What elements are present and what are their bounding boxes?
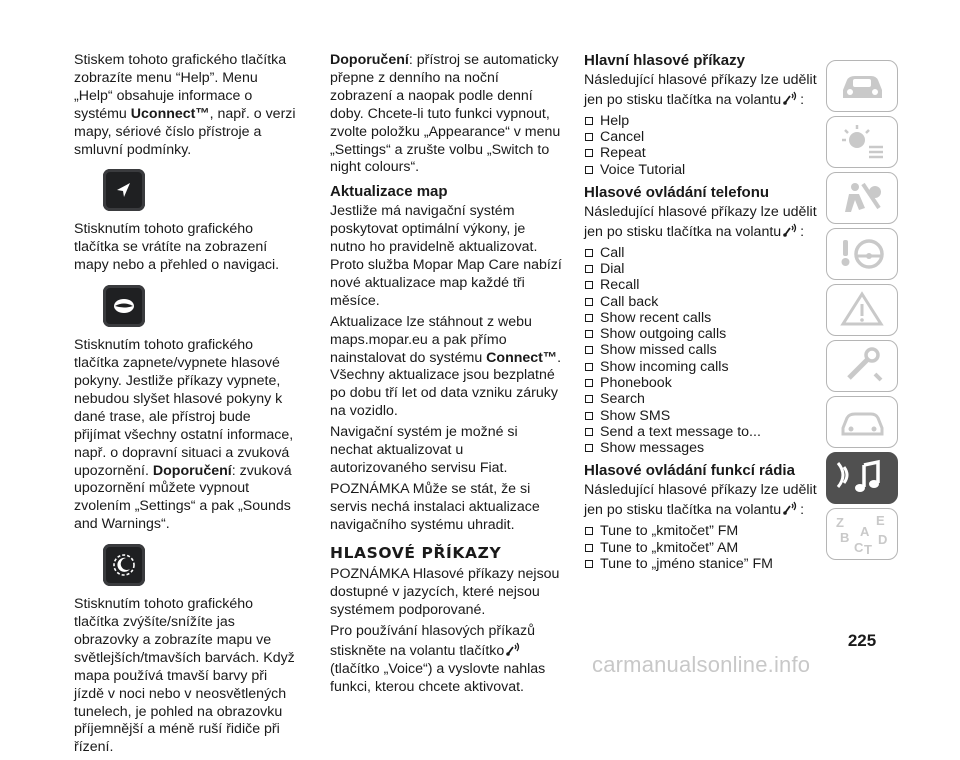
map-paragraph: Stisknutím tohoto grafického tlačítka se vrátíte na zobrazení mapy nebo a přehled o navigaci. [74, 221, 280, 274]
list-item: Tune to „kmitočet” FM [584, 523, 820, 539]
heading-voice-commands: HLASOVÉ PŘÍKAZY [330, 543, 502, 562]
car-data-icon [835, 402, 889, 442]
navigation-arrow-icon [103, 169, 145, 211]
tab-lights[interactable] [826, 116, 898, 168]
list-item: Recall [584, 277, 820, 293]
heading-map-updates: Aktualizace map [330, 183, 448, 201]
update-paragraph-3: Navigační systém je možné si nechat aktualizovat u autorizovaného servisu Fiat. [330, 424, 518, 476]
main-commands-list [584, 113, 820, 178]
brightness-paragraph: Stisknutím tohoto grafického tlačítka zvýšíte/snížíte jas obrazovky a zobrazíte mapu ve světlejších/tmavších barvách. Když mapa používá tmavší barvy při jízdě v noci nebo v neosvětlených tunelech, je pohled na obrazovku příjemnější a méně ruší řidiče při řízení. [74, 596, 295, 756]
tab-emergency[interactable] [826, 284, 898, 336]
mouth-voice-icon [103, 285, 145, 327]
heading-radio-commands: Hlasové ovládání funkcí rádia [584, 462, 795, 480]
watermark: carmanualsonline.info [592, 652, 811, 677]
column-right [584, 52, 820, 576]
list-item: Show messages [584, 440, 820, 456]
column-middle [330, 52, 562, 700]
list-item: Search [584, 391, 820, 407]
update-paragraph-1: Jestliže má navigační systém poskytovat optimální výkony, je nutno ho pravidelně aktualizovat. Proto služba Mopar Map Care nabízí nové aktualizace map každé tři měsíce. [330, 203, 562, 309]
list-item: Help [584, 113, 820, 129]
wrench-icon [835, 346, 889, 386]
steering-icon [835, 234, 889, 274]
list-item: Show recent calls [584, 310, 820, 326]
index-icon [832, 512, 892, 556]
voice-button-icon [782, 90, 799, 107]
main-commands-intro: Následující hlasové příkazy lze udělit jen po stisku tlačítka na volantu : [584, 71, 817, 108]
list-item: Show incoming calls [584, 359, 820, 375]
list-item: Tune to „jméno stanice” FM [584, 556, 820, 572]
voice-note-paragraph: POZNÁMKA Hlasové příkazy nejsou dostupné v jazycích, které nejsou systémem podporované. [330, 566, 560, 619]
airbag-icon [835, 178, 889, 218]
list-item: Call back [584, 294, 820, 310]
tab-safety[interactable] [826, 172, 898, 224]
tab-technical-data[interactable] [826, 396, 898, 448]
list-item: Show missed calls [584, 342, 820, 358]
voice-button-icon [505, 641, 522, 658]
recommendation-paragraph: Doporučení: přístroj se automaticky přepne z denního na noční zobrazení a naopak podle denní doby. Chcete-li tuto funkci vypnout, zvolte položku „Appearance“ v menu „Settings“ a zrušte volbu „Switch to night colours“. [330, 52, 561, 176]
column-left [74, 52, 296, 760]
radio-commands-list [584, 523, 820, 572]
list-item: Call [584, 245, 820, 261]
tab-car[interactable] [826, 60, 898, 112]
index-letter: E [876, 513, 885, 528]
tab-driving[interactable] [826, 228, 898, 280]
index-letter: B [840, 530, 850, 545]
list-item: Show SMS [584, 408, 820, 424]
multimedia-icon [834, 457, 890, 499]
list-item: Repeat [584, 145, 820, 161]
section-tabs [826, 60, 900, 564]
note-paragraph: POZNÁMKA Může se stát, že si servis nechá instalaci aktualizace navigačního systému uhradit. [330, 480, 540, 533]
index-letter: D [878, 532, 888, 547]
voice-paragraph: Stisknutím tohoto grafického tlačítka zapnete/vypnete hlasové pokyny. Jestliže příkazy vypnete, nebudou slyšet hlasové pokyny k dané trase, ale přístroj bude přijímat všechny ostatní informace, např. o dopravní situaci a zvuková upozornění. Doporučení: zvuková upozornění můžete vypnout zvolením „Settings“ a pak „Sounds and Warnings“. [74, 337, 294, 533]
heading-phone-commands: Hlasové ovládání telefonu [584, 183, 770, 201]
warning-icon [835, 290, 889, 330]
index-letter: T [864, 542, 872, 556]
phone-commands-list [584, 245, 820, 457]
list-item: Cancel [584, 129, 820, 145]
update-paragraph-2: Aktualizace lze stáhnout z webu maps.mopar.eu a pak přímo nainstalovat do systému Connect™. Všechny aktualizace jsou bezplatné po dobu tří let od data vzniku záruky na vozidlo. [330, 313, 562, 420]
list-item: Voice Tutorial [584, 162, 820, 178]
list-item: Tune to „kmitočet” AM [584, 540, 820, 556]
heading-main-commands: Hlavní hlasové příkazy [584, 52, 745, 69]
index-letter: A [860, 524, 870, 539]
tab-index[interactable] [826, 508, 898, 560]
lights-icon [835, 122, 889, 162]
list-item: Send a text message to... [584, 424, 820, 440]
voice-button-icon [782, 222, 799, 239]
list-item: Dial [584, 261, 820, 277]
phone-commands-intro: Následující hlasové příkazy lze udělit jen po stisku tlačítka na volantu : [584, 203, 817, 240]
voice-usage-paragraph: Pro používání hlasových příkazů stiskněte na volantu tlačítko (tlačítko „Voice“) a vyslovte nahlas funkci, kterou chcete aktivovat. [330, 623, 546, 695]
tab-maintenance[interactable] [826, 340, 898, 392]
car-icon [835, 68, 889, 104]
moon-sun-icon [103, 544, 145, 586]
voice-button-icon [782, 500, 799, 517]
index-letter: Z [836, 515, 844, 530]
list-item: Phonebook [584, 375, 820, 391]
page-number: 225 [847, 631, 877, 650]
index-letter: C [854, 540, 864, 555]
list-item: Show outgoing calls [584, 326, 820, 342]
help-paragraph: Stiskem tohoto grafického tlačítka zobrazíte menu “Help”. Menu „Help“ obsahuje informace o systému Uconnect™, např. o verzi mapy, sériové číslo přístroje a smluvní podmínky. [74, 52, 296, 158]
radio-commands-intro: Následující hlasové příkazy lze udělit jen po stisku tlačítka na volantu : [584, 482, 817, 519]
tab-multimedia[interactable] [826, 452, 898, 504]
